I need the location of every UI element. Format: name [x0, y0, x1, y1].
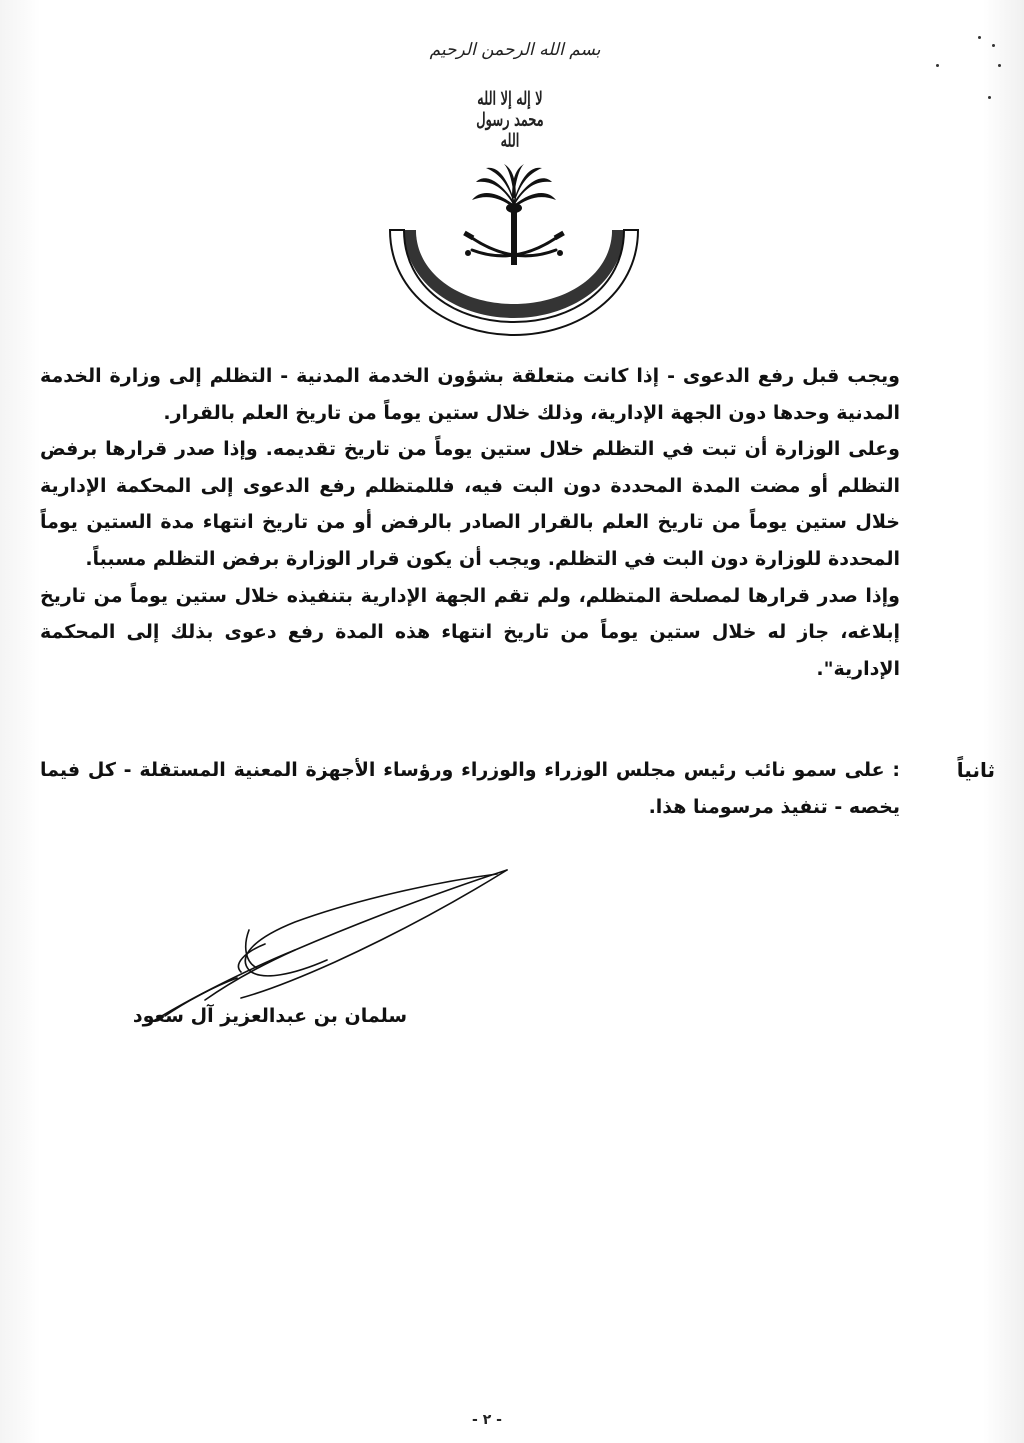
clause-second-label: ثانياً [956, 758, 995, 782]
saudi-emblem-icon [380, 70, 650, 340]
paragraph-ministry-decision: وعلى الوزارة أن تبت في التظلم خلال ستين يوماً من تاريخ تقديمه. وإذا صدر قرارها برفض التظلم أو مضت المدة المحددة دون البت فيه، فللمتظلم رفع الدعوى إلى المحكمة الإدارية خلال ستين يوماً من تاريخ العلم بالقرار الصادر بالرفض أو من تاريخ انتهاء مدة الستين يوماً المحددة للوزارة دون البت في التظلم. ويجب أن يكون قرار الوزارة برفض التظلم مسبباً. [40, 438, 900, 570]
basmala: بسم الله الرحمن الرحيم [429, 40, 601, 60]
clause-second-text: : على سمو نائب رئيس مجلس الوزراء والوزراء ورؤساء الأجهزة المعنية المستقلة - كل فيما يخصه - تنفيذ مرسومنا هذا. [40, 759, 900, 818]
paragraph-appeal-requirement: ويجب قبل رفع الدعوى - إذا كانت متعلقة بشؤون الخدمة المدنية - التظلم إلى وزارة الخدمة المدنية وحدها دون الجهة الإدارية، وذلك خلال ستين يوماً من تاريخ العلم بالقرار. [40, 365, 900, 424]
signer-name: سلمان بن عبدالعزيز آل سعود [132, 1005, 408, 1027]
paragraph-implementation: وإذا صدر قرارها لمصلحة المتظلم، ولم تقم الجهة الإدارية بتنفيذه خلال ستين يوماً من تاريخ إبلاغه، جاز له خلال ستين يوماً من تاريخ انتهاء هذه المدة رفع دعوى بذلك إلى المحكمة الإدارية". [40, 584, 900, 680]
page-number: - ٢ - [472, 1412, 502, 1428]
decree-body [40, 358, 900, 687]
shahada-calligraphy: لا إله إلا الله محمد رسول الله [476, 89, 544, 152]
